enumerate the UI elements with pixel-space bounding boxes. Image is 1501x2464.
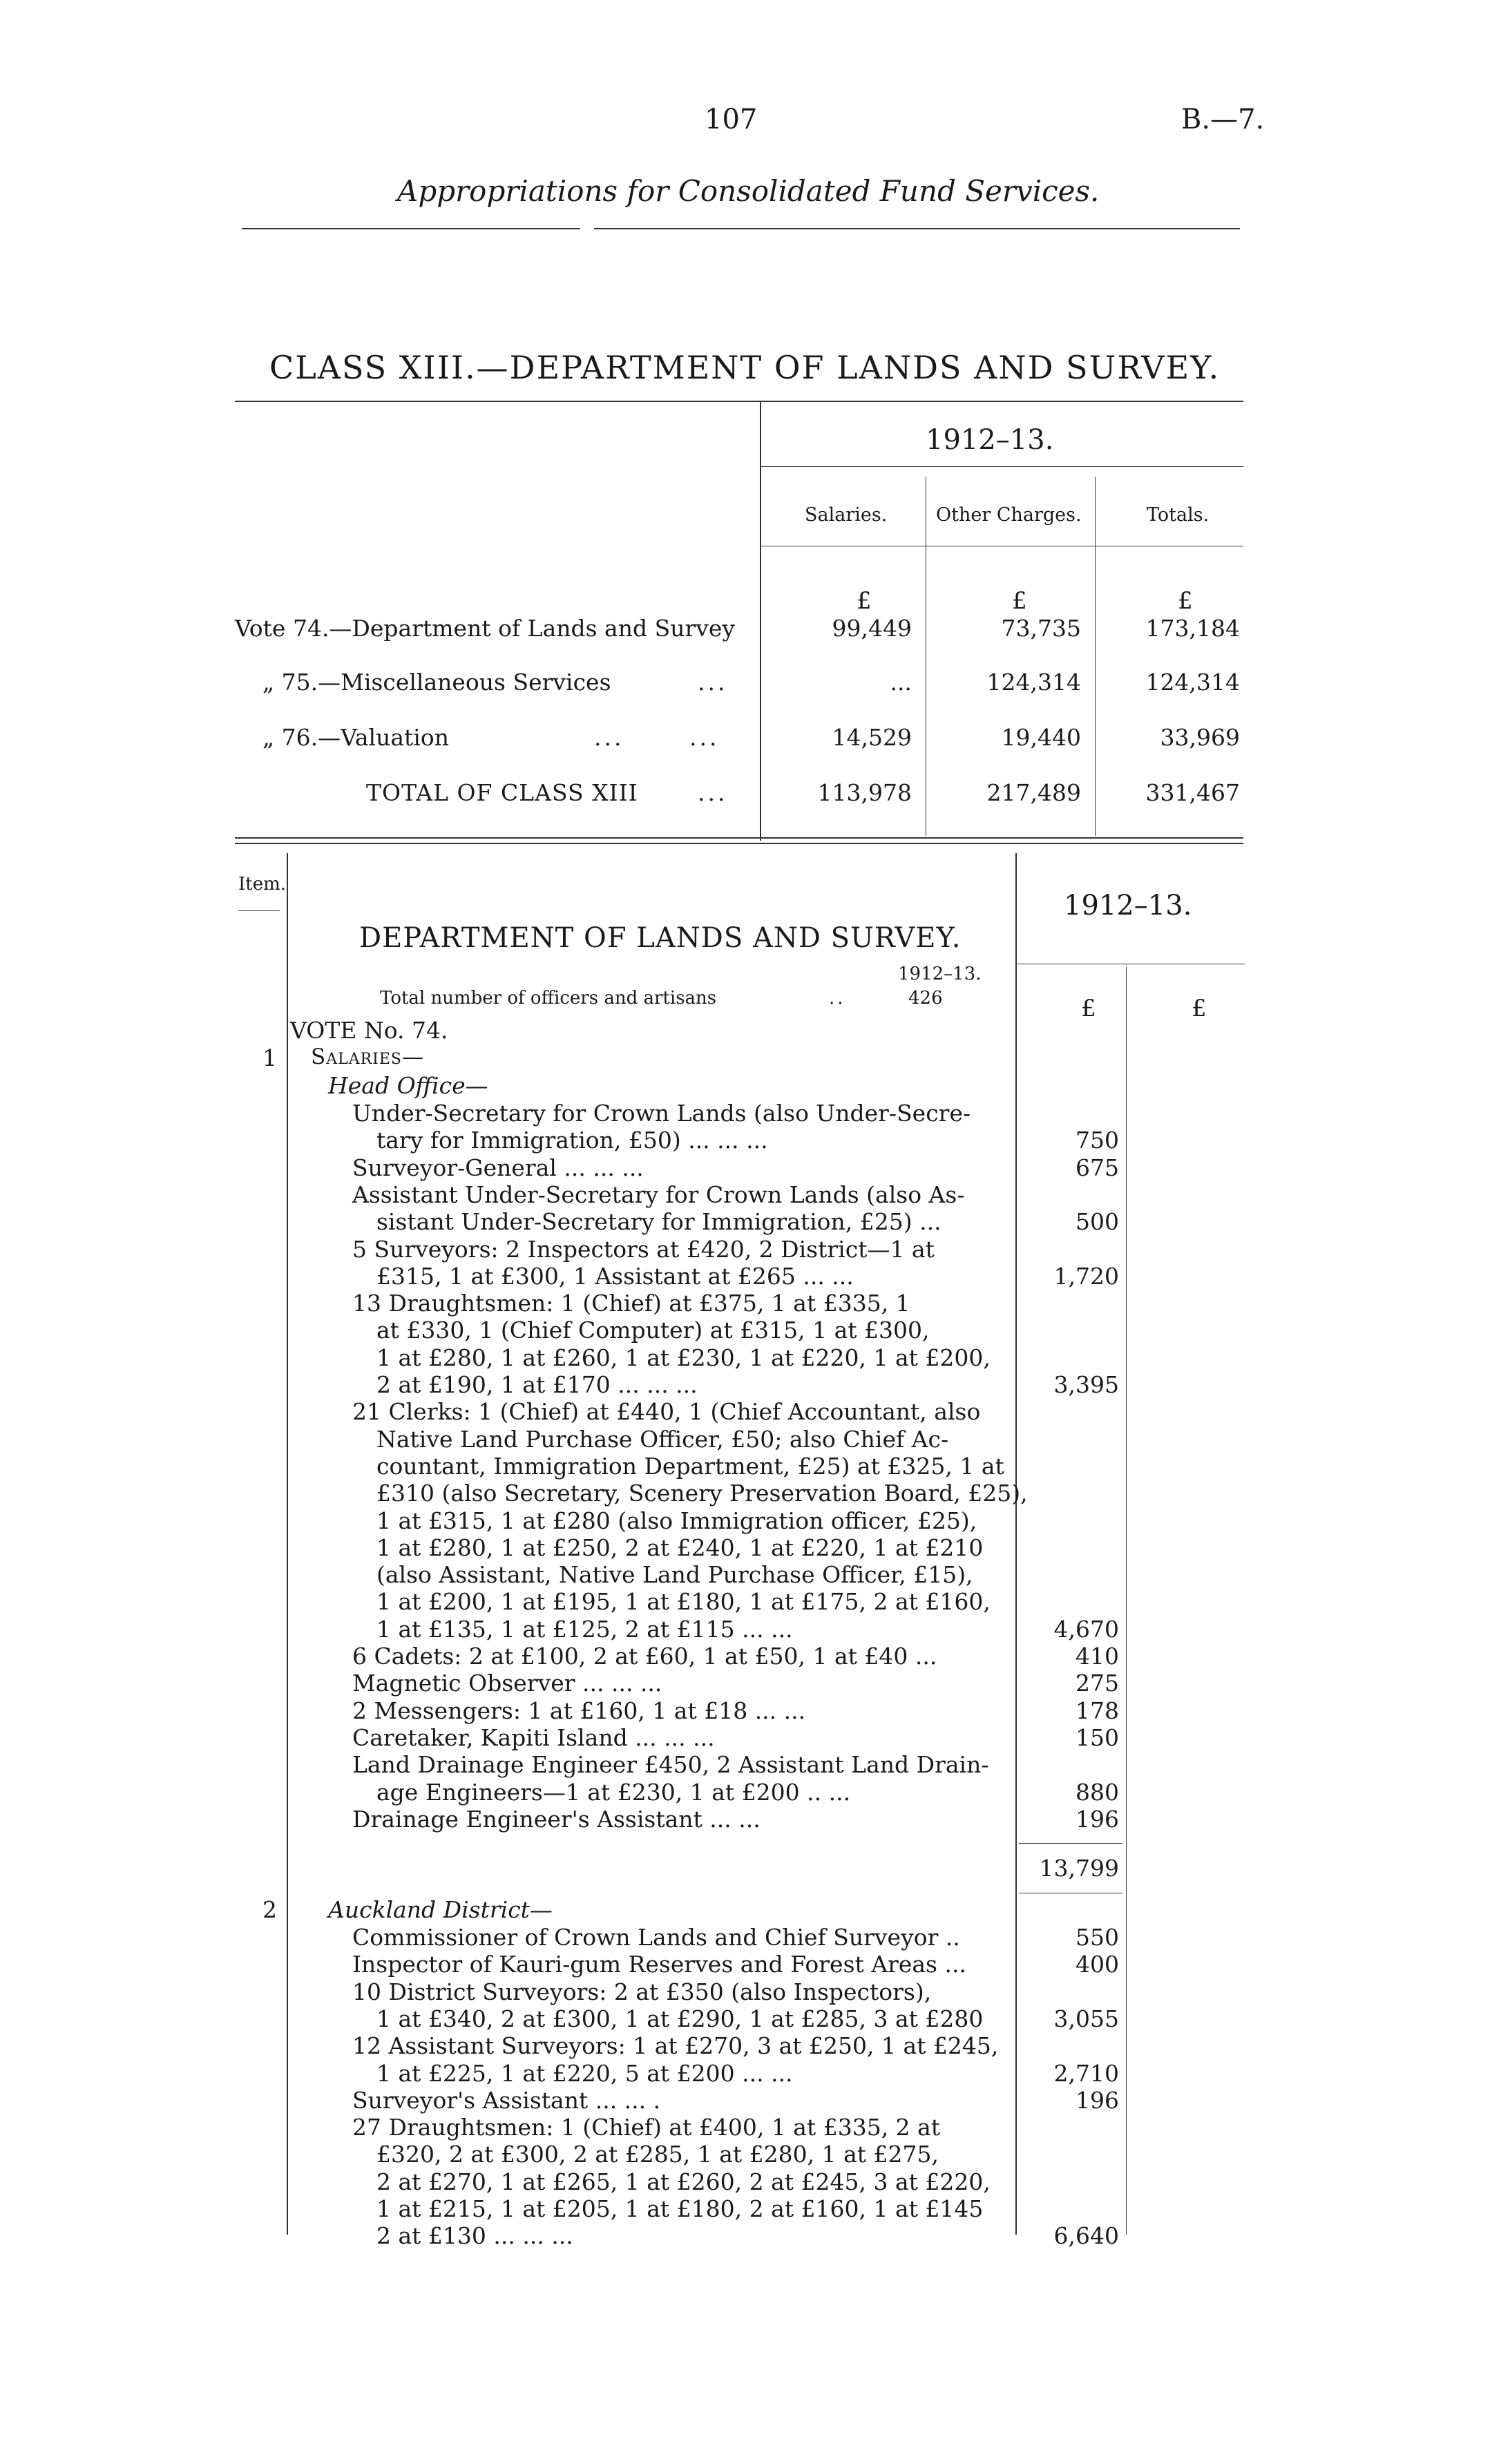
class-heading: CLASS XIII.—DEPARTMENT OF LANDS AND SURVEY. (269, 349, 1221, 386)
line-item-text: 1 at £340, 2 at £300, 1 at £290, 1 at £285, 3 at £280 (376, 2005, 984, 2032)
currency-col-2: £ (1192, 995, 1207, 1022)
line-item-text: Surveyor's Assistant ... ... . (352, 2086, 661, 2114)
line-item-amount: 196 (1075, 2086, 1119, 2114)
currency-totals: £ (1178, 587, 1193, 615)
line-item-text: 27 Draughtsmen: 1 (Chief) at £400, 1 at £335, 2 at (352, 2114, 941, 2141)
line-item-text: Drainage Engineer's Assistant ... ... (352, 1805, 761, 1833)
line-item-text: 2 at £270, 1 at £265, 1 at £260, 2 at £245, 3 at £220, (376, 2168, 991, 2195)
line-item-amount: 550 (1075, 1924, 1119, 1951)
line-item-amount: 2,710 (1053, 2059, 1119, 2087)
line-item-text: Magnetic Observer ... ... ... (352, 1670, 662, 1697)
summary-row-total: 124,314 (1145, 669, 1240, 696)
line-item-text: 6 Cadets: 2 at £100, 2 at £60, 1 at £50, 1 at £40 ... (352, 1643, 937, 1670)
line-item-text: 2 at £190, 1 at £170 ... ... ... (376, 1371, 698, 1398)
summary-row-other: 19,440 (1001, 724, 1081, 751)
currency-other: £ (1012, 587, 1027, 615)
header-divider-right (594, 228, 1240, 229)
line-item-amount: 6,640 (1053, 2222, 1119, 2250)
auckland-subheading: Auckland District— (328, 1896, 553, 1923)
salaries-subheading: Salaries— (311, 1044, 425, 1069)
head-office-subheading: Head Office— (328, 1072, 488, 1099)
summary-row-label: „ 76.—Valuation (262, 724, 449, 751)
line-item-text: 1 at £200, 1 at £195, 1 at £180, 1 at £175, 2 at £160, (376, 1588, 991, 1616)
summary-top-rule (235, 401, 1243, 402)
line-item-amount: 880 (1075, 1778, 1119, 1806)
line-item-text: Land Drainage Engineer £450, 2 Assistant Land Drain- (352, 1751, 989, 1779)
line-item-amount: 150 (1075, 1723, 1119, 1751)
officers-label: Total number of officers and artisans (380, 988, 717, 1009)
line-item-text: £310 (also Secretary, Scenery Preservation Board, £25), (376, 1480, 1028, 1507)
summary-row-total: 33,969 (1160, 724, 1240, 751)
department-heading: DEPARTMENT OF LANDS AND SURVEY. (359, 922, 962, 954)
item-col-divider (287, 853, 288, 2235)
col-salaries-header: Salaries. (805, 504, 888, 526)
line-item-text: 1 at £280, 1 at £260, 1 at £230, 1 at £220, 1 at £200, (376, 1344, 991, 1371)
header-divider-left (242, 228, 580, 229)
summary-row-salaries: ... (890, 669, 912, 696)
line-item-amount: 4,670 (1053, 1615, 1119, 1643)
line-item-amount: 275 (1075, 1670, 1119, 1697)
summary-row-other: 124,314 (986, 669, 1081, 696)
line-item-text: 1 at £280, 1 at £250, 2 at £240, 1 at £220, 1 at £210 (376, 1534, 984, 1561)
col-other-charges-header: Other Charges. (936, 504, 1082, 526)
summary-bottom-rule-2 (235, 843, 1243, 844)
summary-total-label: TOTAL OF CLASS XIII (366, 779, 638, 806)
line-item-text: 1 at £215, 1 at £205, 1 at £180, 2 at £160, 1 at £145 (376, 2195, 984, 2222)
line-item-text: 2 at £130 ... ... ... (376, 2222, 573, 2250)
line-item-text: 5 Surveyors: 2 Inspectors at £420, 2 District—1 at (352, 1235, 935, 1263)
line-item-text: 12 Assistant Surveyors: 1 at £270, 3 at £250, 1 at £245, (352, 2032, 999, 2060)
summary-row-label: Vote 74.—Department of Lands and Survey (235, 615, 736, 642)
line-item-text: £315, 1 at £300, 1 Assistant at £265 ... ... (376, 1262, 854, 1290)
summary-row-leader: ... (698, 669, 728, 696)
line-item-amount: 178 (1075, 1697, 1119, 1724)
line-item-text: 1 at £225, 1 at £220, 5 at £200 ... ... (376, 2059, 793, 2087)
summary-row-leader: ... (698, 779, 728, 806)
line-item-text: 2 Messengers: 1 at £160, 1 at £18 ... ... (352, 1697, 806, 1724)
line-item-amount: 410 (1075, 1643, 1119, 1670)
line-item-text: 21 Clerks: 1 (Chief) at £440, 1 (Chief Accountant, also (352, 1398, 981, 1426)
line-item-text: age Engineers—1 at £230, 1 at £200 .. ... (376, 1778, 851, 1806)
officers-leader: .. (829, 988, 846, 1009)
currency-salaries: £ (857, 587, 872, 615)
page-number: 107 (705, 104, 758, 135)
summary-row-salaries: 99,449 (832, 615, 912, 642)
item-number-1: 1 (262, 1044, 277, 1071)
item-number-2: 2 (262, 1896, 277, 1923)
line-item-text: Commissioner of Crown Lands and Chief Surveyor .. (352, 1924, 960, 1951)
line-item-text: Assistant Under-Secretary for Crown Lands (also As- (352, 1181, 965, 1208)
line-item-text: Caretaker, Kapiti Island ... ... ... (352, 1723, 715, 1751)
line-item-text: 10 District Surveyors: 2 at £350 (also Inspectors), (352, 1978, 932, 2005)
line-item-text: Under-Secretary for Crown Lands (also Under-Secre- (352, 1100, 971, 1127)
line-item-text: countant, Immigration Department, £25) at £325, 1 at (376, 1452, 1004, 1480)
summary-row-label: „ 75.—Miscellaneous Services (262, 669, 611, 696)
line-item-text: at £330, 1 (Chief Computer) at £315, 1 at £300, (376, 1317, 930, 1344)
line-item-text: Surveyor-General ... ... ... (352, 1154, 644, 1181)
line-item-text: 13 Draughtsmen: 1 (Chief) at £375, 1 at £335, 1 (352, 1290, 910, 1317)
running-title: Appropriations for Consolidated Fund Services. (397, 174, 1100, 208)
summary-total-salaries: 113,978 (817, 779, 912, 806)
summary-row-total: 173,184 (1145, 615, 1240, 642)
line-item-text: tary for Immigration, £50) ... ... ... (376, 1127, 768, 1154)
line-item-amount: 400 (1075, 1951, 1119, 1978)
head-office-total: 13,799 (1039, 1855, 1119, 1882)
summary-row-salaries: 14,529 (832, 724, 912, 751)
document-reference: B.—7. (1181, 104, 1265, 135)
line-item-text: 1 at £315, 1 at £280 (also Immigration officer, £25), (376, 1507, 977, 1534)
item-header-rule (238, 910, 280, 911)
summary-row-leader: ... ... (594, 724, 720, 751)
line-item-amount: 1,720 (1053, 1262, 1119, 1290)
line-item-amount: 750 (1075, 1127, 1119, 1154)
summary-total-total: 331,467 (1145, 779, 1240, 806)
line-item-text: Native Land Purchase Officer, £50; also Chief Ac- (376, 1425, 949, 1453)
summary-col-divider-2 (1095, 477, 1096, 836)
line-item-text: sistant Under-Secretary for Immigration, £25) ... (376, 1208, 941, 1236)
col-totals-header: Totals. (1147, 504, 1210, 526)
officers-year: 1912–13. (898, 964, 982, 984)
items-year: 1912–13. (1064, 890, 1192, 921)
line-item-amount: 500 (1075, 1208, 1119, 1236)
currency-col-1: £ (1081, 995, 1096, 1022)
line-item-text: Inspector of Kauri-gum Reserves and Forest Areas ... (352, 1951, 966, 1978)
line-item-amount: 3,395 (1053, 1371, 1119, 1398)
line-item-amount: 3,055 (1053, 2005, 1119, 2032)
summary-divider (760, 402, 761, 841)
item-col-header: Item. (238, 874, 287, 895)
summary-bottom-rule (235, 837, 1243, 839)
summary-total-other: 217,489 (986, 779, 1081, 806)
vote-heading: VOTE No. 74. (290, 1017, 448, 1044)
subtotal-rule (1019, 1843, 1122, 1844)
summary-row-other: 73,735 (1001, 615, 1081, 642)
line-item-amount: 675 (1075, 1154, 1119, 1181)
line-item-text: 1 at £135, 1 at £125, 2 at £115 ... ... (376, 1615, 793, 1643)
line-item-text: £320, 2 at £300, 2 at £285, 1 at £280, 1 at £275, (376, 2141, 939, 2168)
line-item-text: (also Assistant, Native Land Purchase Officer, £15), (376, 1561, 973, 1589)
line-item-amount: 196 (1075, 1805, 1119, 1833)
amount-subcol-divider (1126, 967, 1127, 2235)
summary-year: 1912–13. (926, 424, 1054, 456)
officers-count: 426 (908, 988, 943, 1009)
summary-year-rule (760, 466, 1243, 467)
